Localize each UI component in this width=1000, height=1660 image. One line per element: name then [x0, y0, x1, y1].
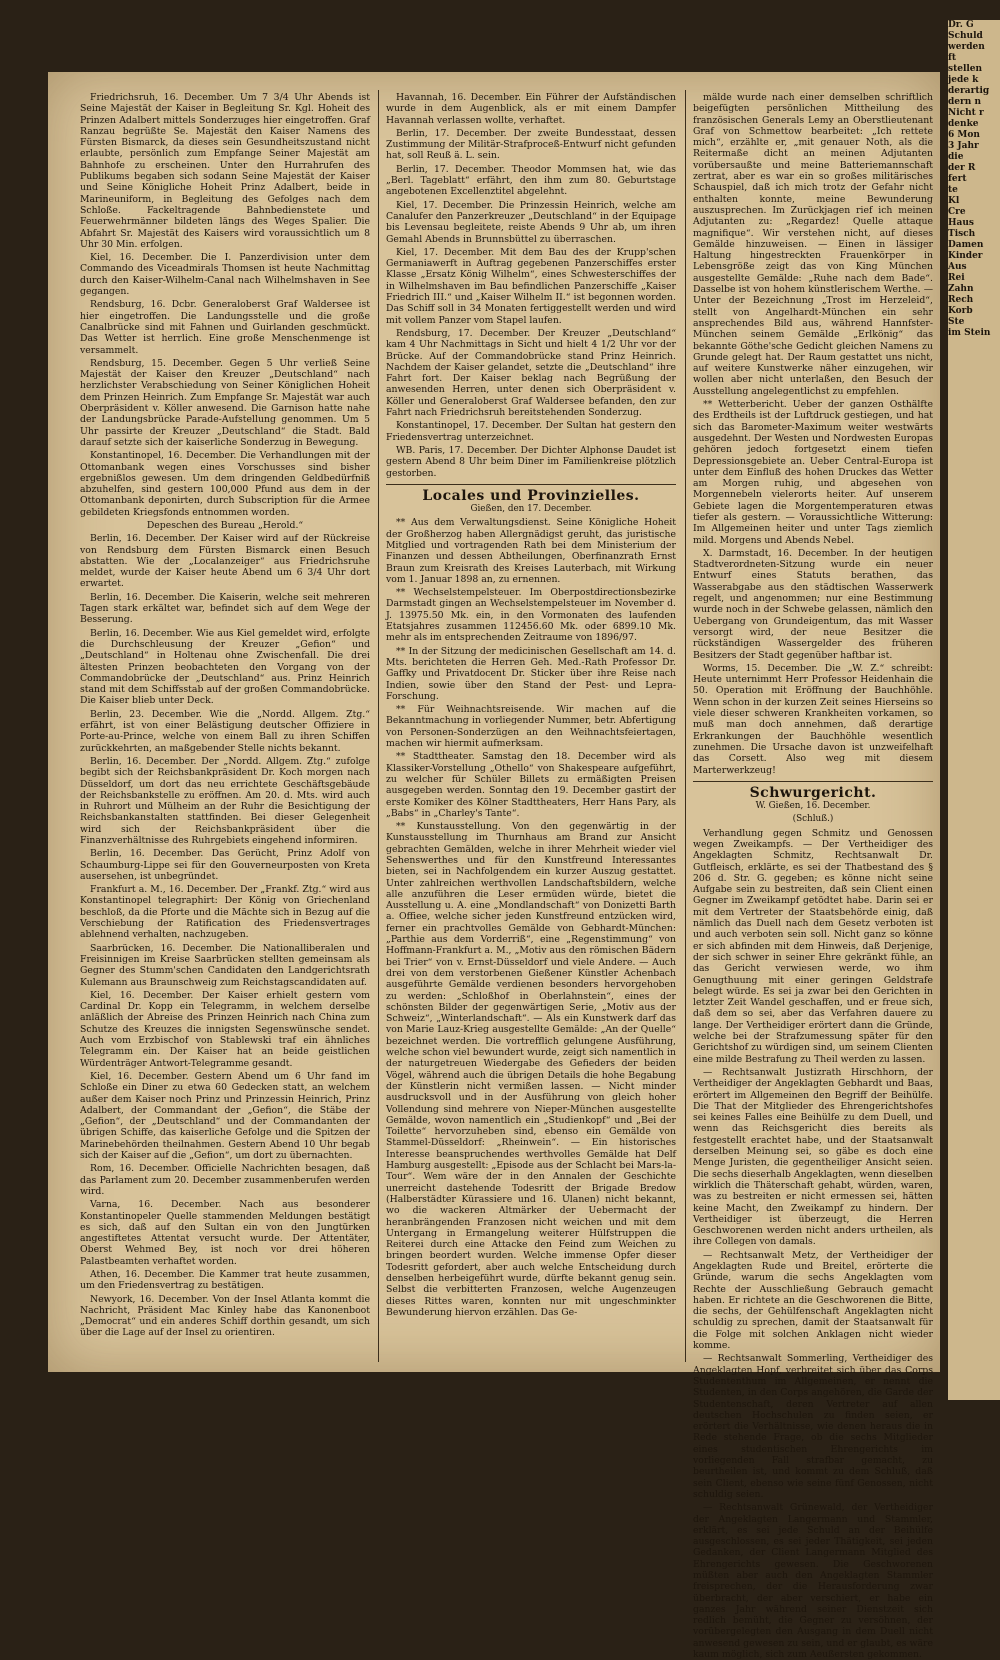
- column-3-body: [693, 92, 933, 776]
- neighbor-fragment-line: Tisch: [948, 229, 976, 239]
- local-item: ** Kunstausstellung. Von den gegenwärtig in der Kunstausstellung im Thurnhaus am Brand zur Ansicht gebrachten Gemälden, welche in ihrer Mehrheit wieder viel Sehenswerthes und für den Kunstfreund Interessantes bieten, sei in Nachfolgendem ein kurzer Auszug gestattet. Unter zahlreichen werthvollen Landschaftsbildern, welche alle anzuführen die Leser ermüden würde, bietet die Ausstellung u. A. eine „Mondlandschaft“ von Donizetti Barth a. Offiee, welche sicher jeden Kunstfreund entzücken wird, ferner ein prachtvolles Gemälde von Gebhardt-München: „Parthie aus dem Vorderriß“, eine „Regenstimmung“ von Hoffmann-Frankfurt a. M., „Motiv aus den römischen Bädern bei Trier“ von v. Ernst-Düsseldorf und viele Andere. — Auch drei von dem verstorbenen Gießener Künstler Achenbach ausgeführte Gemälde verdienen besonders hervorgehoben zu werden: „Schloßhof in Oberlahnstein“, eines der schönsten Bilder der gegenwärtigen Serie, „Motiv aus der Schweiz“, „Winterlandschaft“. — Als ein Kunstwerk darf das von Marie Lauz-Krieg ausgestellte Gemälde: „An der Quelle“ bezeichnet werden. Die vortrefflich gelungene Ausführung, welche schon viel bewundert wurde, zeigt sich namentlich in der naturgetreuen Wiedergabe des Gefieders der beiden Vögel, während auch die übrigen Details die hohe Begabung der Künstlerin nicht vermißen lassen. — Nicht minder ausdrucksvoll und in der Ausführung von gleich hoher Vollendung sind mehrere von Nieper-München ausgestellte Gemälde, wovon namentlich ein „Studienkopf“ und „Bei der Toilette“ hervorzuheben sind, ebenso ein Gemälde von Stammel-Düsseldorf: „Rheinwein“. — Ein historisches Interesse beanspruchendes werthvolles Gemälde hat Delf Hamburg ausgestellt: „Episode aus der Schlacht bei Mars-la-Tour“. Wem wäre der in den Annalen der Geschichte unerreicht dastehende Todesritt der Brigade Bredow (Halberstädter Kürassiere und 16. Ulanen) nicht bekannt, wo die wackeren Altmärker der Uebermacht der heranbrängenden Franzosen nicht weichen und mit dem Untergang in Ermangelung weiterer Hülfstruppen die Reiterei durch eine Attacke den Feind zum Weichen zu bringen beordert wurden. Welche immense Opfer dieser Todesritt gefordert, aber auch welche Entscheidung durch denselben herbeigeführt wurde, dürfte bekannt genug sein. Selbst die verbitterten Franzosen, welche Augenzeugen dieses Rittes waren, konnten nur mit ungeschminkter Bewunderung hiervon erzählen. Das Ge-: [386, 821, 676, 1318]
- jury-dateline: W. Gießen, 16. December.: [755, 801, 871, 812]
- jury-item: — Rechtsanwalt Grünewald, der Vertheidiger der Angeklagten Langermann und Stammler, erklärt, es sei jede Schuld an der Beihülfe ausgeschlossen, es sei jeder Thätigkeit, sei jeden Gedanken, der Client Langermann Mitglied des Ehrengerichts gewesen. Die Geschworenen müßten aber auch den Angeklagten Stammler freisprechen, der die Herausforderung zwar überbracht, der aber verschiert, er habe ein ganzes Jahr während seiner Dienstzeit sich redlich bemüht, die Gegner zu versöhnen, der vorübergelegten den Ausgang in dem Duell nicht anwesend gewesen zu sein, und er glaubt, es wäre kaum möglich, sich zum Aeußersten gekommen.: [693, 1502, 933, 1660]
- news-item: Rendsburg, 16. Dcbr. Generaloberst Graf Waldersee ist hier eingetroffen. Die Landungsstelle und die große Canalbrücke sind mit Fahnen und Guirlanden geschmückt. Das Wetter ist herrlich. Eine große Menschenmenge ist versammelt.: [80, 299, 370, 356]
- neighbor-fragment-line: ft: [948, 53, 957, 63]
- jury-note: (Schluß.): [792, 814, 834, 825]
- news-item: Berlin, 16. December. Wie aus Kiel gemeldet wird, erfolgte die Durchschleusung der Kreuzer „Gefion“ und „Deutschland“ in Holtenau ohne Zwischenfall. Die drei ältesten Prinzen beobachteten den Vorgang von der Commandobrücke der „Deutschland“ aus. Prinz Heinrich stand mit dem Schiffsstab auf der großen Commandobrücke. Die Kaiser blieb unter Deck.: [80, 627, 370, 707]
- neighbor-fragment-line: werden: [948, 42, 985, 52]
- neighbor-fragment-line: Nicht r: [948, 108, 984, 118]
- local-item: ** Stadttheater. Samstag den 18. December wird als Klassiker-Vorstellung „Othello“ von Shakespeare aufgeführt, zu welcher für Schüler Billets zu ermäßigten Preisen ausgegeben werden. Sonntag den 19. December gastirt der erste Komiker des Kölner Stadttheaters, Herr Hans Pary, als „Babs“ in „Charley's Tante“.: [386, 751, 676, 819]
- neighbor-fragment-line: 6 Mon: [948, 130, 980, 140]
- separator: [386, 484, 676, 485]
- neighbor-fragment-line: Korb: [948, 306, 973, 316]
- news-item: ** Wetterbericht. Ueber der ganzen Osthälfte des Erdtheils ist der Luftdruck gestiegen, und hat sich das Barometer-Maximum weiter westwärts ausgedehnt. Der Westen und Nordwesten Europas gehören jedoch fortgesetzt einem tiefen Depressionsgebiete an. Ueber Central-Europa ist unter dem Einfluß des hohen Druckes das Wetter am Morgen ruhig, und abgesehen von Morgennebeln vielerorts heiter. Auf unserem Gebiete lagen die Morgentemperaturen etwas tiefer als gestern. — Voraussichtliche Witterung: Im Allgemeinen heiter und unter Tags ziemlich mild. Morgens und Abends Nebel.: [693, 399, 933, 546]
- news-item: X. Darmstadt, 16. December. In der heutigen Stadtverordneten-Sitzung wurde ein neuer Entwurf eines Statuts berathen, das Wasserabgabe aus den städtischen Wasserwerk regelt, und angenommen; nur eine Bestimmung wurde noch in der Schwebe gelassen, nämlich den Uebergang von Grundeigentum, das mit Wasser versorgt wird, der neue Besitzer die rückständigen Wassergelder des früheren Besitzers der Stadt gegenüber haftbar ist.: [693, 547, 933, 661]
- telegram-block: [386, 92, 676, 479]
- neighbor-fragment-line: die: [948, 152, 964, 162]
- news-item: Newyork, 16. December. Von der Insel Atlanta kommt die Nachricht, Präsident Mac Kinley habe das Kanonenboot „Democrat“ und ein anderes Schiff dorthin gesandt, um sich über die Lage auf der Insel zu orientiren.: [80, 1293, 370, 1339]
- news-item: Varna, 16. December. Nach aus besonderer Konstantinopeler Quelle stammenden Meldungen bestätigt es sich, daß auf den Sultan ein von den Jungtürken angestiftetes Attentat versucht wurde. Der Attentäter, Oberst Wehmed Bey, ist noch vor drei höheren Palastbeamten verhaftet worden.: [80, 1199, 370, 1267]
- news-item: Berlin, 16. December. Der Kaiser wird auf der Rückreise von Rendsburg dem Fürsten Bismarck einen Besuch abstatten. Wie der „Localanzeiger“ aus Friedrichsruhe meldet, wurde der Kaiser heute Abend um 6 3/4 Uhr dort erwartet.: [80, 533, 370, 590]
- neighbor-fragment-line: der R: [948, 163, 976, 173]
- neighbor-fragment-line: Haus: [948, 218, 974, 228]
- news-item: Frankfurt a. M., 16. December. Der „Frankf. Ztg.“ wird aus Konstantinopel telegraphirt: Der König von Griechenland beschloß, da die Pforte und die Mächte sich in Bezug auf die Verschiebung der Ratification des Friedensvertrages ablehnend verhalten, nachzugeben.: [80, 884, 370, 941]
- news-item: Berlin, 17. December. Theodor Mommsen hat, wie das „Berl. Tageblatt“ erfährt, den ihm zum 80. Geburtstage angebotenen Excellenztitel abgelehnt.: [386, 163, 676, 198]
- jury-item: Verhandlung gegen Schmitz und Genossen wegen Zweikampfs. — Der Vertheidiger des Angeklagten Schmitz, Rechtsanwalt Dr. Gutfleisch, erklärte, es sei der Thatbestand des § 206 d. Str. G. gegeben; es könne nicht seine Aufgabe sein zu bestreiten, daß sein Client einen Gegner im Zweikampf getödtet habe. Darin sei er mit dem Vertreter der Staatsbehörde einig, daß nämlich das Duell nach dem Gesetz verboten ist und auch verboten sein soll. Nicht ganz so könne er sich abfinden mit dem Hinweis, daß Derjenige, der sich schwer in seiner Ehre gekränkt fühle, an das Gericht verwiesen werde, wo ihm Genugthuung mit einer geringen Geldstrafe belegt würde. Es sei ja zwar bei den Gerichten in letzter Zeit Wandel geschaffen, und er freue sich, daß dem so sei, aber das Verfahren dauere zu lange. Der Vertheidiger erörtert dann die Gründe, welche bei der Strafzumessung später für den Gerichtshof zu würdigen sind, um seinem Clienten eine milde Bestrafung zu Theil werden zu lassen.: [693, 827, 933, 1065]
- news-item: Friedrichsruh, 16. December. Um 7 3/4 Uhr Abends ist Seine Majestät der Kaiser in Begleitung Sr. Kgl. Hoheit des Prinzen Adalbert mittels Sonderzuges hier eingetroffen. Graf Ranzau begrüßte Se. Majestät den Kaiser Namens des Fürsten Bismarck, da dieses sein Gesundheitszustand nicht erlaubte, persönlich zum Empfange Seiner Majestät am Bahnhofe zu erscheinen. Unter den Hurrahrufen des Publikums begaben sich sodann Seine Majestät der Kaiser und Seine Königliche Hoheit Prinz Adalbert, beide in Marineuniform, in Begleitung des Gefolges nach dem Schloße. Fackeltragende Bahnbedienstete und Feuerwehrmänner bildeten längs des Weges Spalier. Die Abfahrt Sr. Majestät des Kaisers wird voraussichtlich um 8 Uhr 30 Min. erfolgen.: [80, 92, 370, 250]
- news-item: Worms, 15. December. Die „W. Z.“ schreibt: Heute unternimmt Herr Professor Heidenhain die 50. Operation mit Eröffnung der Bauchhöhle. Wenn schon in der kurzen Zeit seines Hierseins so viele dieser schweren Krankheiten vorkamen, so muß man doch annehmen, daß derartige Erkrankungen der Bauchhöhle wesentlich zunehmen. Die Ursache davon ist unzweifelhaft das Corsett. Also weg mit diesem Marterwerkzeug!: [693, 662, 933, 776]
- adjacent-page-fragment: [948, 20, 1000, 1400]
- neighbor-fragment-line: Kinder: [948, 251, 983, 261]
- neighbor-fragment-line: denke: [948, 119, 979, 129]
- news-item: Berlin, 16. December. Der „Nordd. Allgem. Ztg.“ zufolge begibt sich der Reichsbankpräsident Dr. Koch morgen nach Düsseldorf, um dort das neu errichtete Geschäftsgebäude der Reichsbankstelle zu eröffnen. Am 20. d. Mts. wird auch in Ruhrort und Mülheim an der Ruhr die Besichtigung der Reichsbankanstalten stattfinden. Bei dieser Gelegenheit wird sich der Reichsbankpräsident über die Finanzverhältnisse des Ruhrgebiets eingehend informiren.: [80, 755, 370, 846]
- local-heading: Locales und Provinzielles.: [422, 487, 640, 504]
- news-item: Saarbrücken, 16. December. Die Nationalliberalen und Freisinnigen im Kreise Saarbrücken stellten gemeinsam als Gegner des Stumm'schen Candidaten den Landgerichtsrath Kulemann aus Braunschweig zum Reichstagscandidaten auf.: [80, 942, 370, 988]
- news-item: Konstantinopel, 16. December. Die Verhandlungen mit der Ottomanbank wegen eines Vorschusses sind bisher ergebnißlos gewesen. Um dem dringenden Geldbedürfniß abzuhelfen, sind gestern 100,000 Pfund aus dem in der Ottomanbank deponirten, durch Subscription für die Armee gebildeten Kriegsfonds entnommen worden.: [80, 450, 370, 518]
- jury-body: [693, 828, 933, 1660]
- column-rule: [378, 90, 379, 1362]
- column-rule: [685, 90, 686, 1362]
- local-item: ** Aus dem Verwaltungsdienst. Seine Königliche Hoheit der Großherzog haben Allergnädigst geruht, das juristische Mitglied und vortragenden Rath bei dem Ministerium der Finanzen und dessen Abtheilungen, Oberfinanzrath Ernst Braun zum Kreisrath des Kreises Lauterbach, mit Wirkung vom 1. Januar 1898 an, zu ernennen.: [386, 517, 676, 585]
- jury-item: — Rechtsanwalt Metz, der Vertheidiger der Angeklagten Rude und Breitel, erörterte die Gründe, warum die sechs Angeklagten vom Rechte der Ausschließung Gebrauch gemacht haben. Er richtete an die Geschworenen die Bitte, die sechs, der Gehülfenschaft Angeklagten nicht schuldig zu sprechen, damit der Staatsanwalt für die Folge mit solchen Anklagen nicht wieder komme.: [693, 1249, 933, 1352]
- local-news-body: [386, 517, 676, 1318]
- news-item: WB. Paris, 17. December. Der Dichter Alphonse Daudet ist gestern Abend 8 Uhr beim Diner im Familienkreise plötzlich gestorben.: [386, 444, 676, 479]
- column-1: [80, 92, 370, 1362]
- news-item: Rom, 16. December. Officielle Nachrichten besagen, daß das Parlament zum 20. December zusammenberufen werden wird.: [80, 1163, 370, 1197]
- local-item: ** In der Sitzung der medicinischen Gesellschaft am 14. d. Mts. berichteten die Herren Geh. Med.-Rath Professor Dr. Gaffky und Privatdocent Dr. Sticker über ihre Reise nach Indien, sowie über den Stand der Pest- und Lepra-Forschung.: [386, 645, 676, 702]
- neighbor-fragment-line: Cre: [948, 207, 966, 217]
- news-item: Kiel, 16. December. Gestern Abend um 6 Uhr fand im Schloße ein Diner zu etwa 60 Gedecken statt, an welchem außer dem Kaiser noch Prinz und Prinzessin Heinrich, Prinz Adalbert, der Commandant der „Gefion“, die Stäbe der „Gefion“, der „Deutschland“ und der Commandanten der übrigen Schiffe, das kaiserliche Gefolge und die Spitzen der Marinebehörden theilnahmen. Gestern Abend 10 Uhr begab sich der Kaiser auf die „Gefion“, um dort zu übernachten.: [80, 1070, 370, 1162]
- neighbor-fragment-line: Damen: [948, 240, 984, 250]
- news-item: Berlin, 23. December. Wie die „Nordd. Allgem. Ztg.“ erfährt, ist von einer Belästigung deutscher Offiziere in Porte-au-Prince, welche von einem Ball zu ihren Schiffen zurückkehrten, an maßgebender Stelle nichts bekannt.: [80, 708, 370, 754]
- local-item: ** Für Weihnachtsreisende. Wir machen auf die Bekanntmachung in vorliegender Nummer, betr. Abfertigung von Personen-Sonderzügen an den Weihnachtsfeiertagen, machen wir hiermit aufmerksam.: [386, 704, 676, 750]
- news-item: Rendsburg, 17. December. Der Kreuzer „Deutschland“ kam 4 Uhr Nachmittags in Sicht und hielt 4 1/2 Uhr vor der Brücke. Auf der Commandobrücke stand Prinz Heinrich. Nachdem der Kaiser gelandet, setzte die „Deutschland“ ihre Fahrt fort. Der Kaiser beklag nach Begrüßung der anwesenden Herren, unter denen sich Oberpräsident v. Köller und Generaloberst Graf Waldersee befanden, den zur Fahrt nach Friedrichsruh bereitstehenden Sonderzug.: [386, 327, 676, 419]
- jury-heading: Schwurgericht.: [749, 784, 877, 801]
- news-item: Kiel, 16. December. Der Kaiser erhielt gestern vom Cardinal Dr. Kopp ein Telegramm, in welchem derselbe anläßlich der Abreise des Prinzen Heinrich nach China zum Schutze des Kreuzes die innigsten Segenswünsche sendet. Auch vom Erzbischof von Stablewski traf ein ähnliches Telegramm ein. Der Kaiser hat an beide geistlichen Würdenträger Antwort-Telegramme gesandt.: [80, 989, 370, 1069]
- news-item: Athen, 16. December. Die Kammer trat heute zusammen, um den Friedensvertrag zu bestätigen.: [80, 1268, 370, 1292]
- neighbor-fragment-line: dern n: [948, 97, 981, 107]
- news-item: Konstantinopel, 17. December. Der Sultan hat gestern den Friedensvertrag unterzeichnet.: [386, 420, 676, 443]
- column-2: [386, 92, 676, 1362]
- neighbor-fragment-line: Dr. G: [948, 20, 974, 30]
- neighbor-fragment-line: Rech: [948, 295, 974, 305]
- news-item: Depeschen des Bureau „Herold.“: [146, 519, 304, 531]
- neighbor-fragment-line: fert: [948, 174, 967, 184]
- neighbor-fragment-line: 3 Jahr: [948, 141, 979, 151]
- news-item: mälde wurde nach einer demselben schriftlich beigefügten persönlichen Mittheilung des französischen Generals Lemy an Oberstlieutenant Graf von Schmettow bearbeitet: „Ich rettete mich“, erzählte er, „mit genauer Noth, als die Reitermaße dicht an meinen Adjutanten vorübersaußte und meine Batteriemannschaft zertrat, aber es war ein so großes militärisches Schauspiel, daß ich mich trotz der Gefahr nicht enthalten konnte, meine Bewunderung auszusprechen. Im Zurückjagen rief ich meinen Adjutanten zu: „Regardez! Quelle attaque magnifique“. Wir verstehen nicht, auf dieses Gemälde hinzuweisen. — Einen in lässiger Haltung hingestreckten Frauenkörper in Lebensgröße zeigt das von King München ausgestellte Gemälde: „Ruhe nach dem Bade“. Dasselbe ist von hohem künstlerischem Werthe. — Unter der Bezeichnung „Trost im Herzeleid“, stellt von Angelhardt-München ein sehr ansprechendes Bild aus, während Hannfster-München seinem Gemälde „Erlkönig“ das bekannte Göthe'sche Gedicht gleichen Namens zu Grunde gelegt hat. Der Raum gestattet uns nicht, auf weitere Kunstwerke näher einzugehen, wir wollen aber nicht unterlaßen, den Besuch der Ausstellung angelegentlichst zu empfehlen.: [693, 92, 933, 397]
- neighbor-fragment-line: te: [948, 185, 958, 195]
- news-item: Kiel, 17. December. Die Prinzessin Heinrich, welche am Canalufer den Panzerkreuzer „Deutschland“ in der Equipage bis Levensau begleitete, reiste Abends 9 Uhr ab, um ihren Gemahl Abends in Brunnsbüttel zu überraschen.: [386, 199, 676, 245]
- neighbor-fragment-line: Aus: [948, 262, 967, 272]
- neighbor-fragment-line: derartig: [948, 86, 990, 96]
- newspaper-page: [48, 72, 940, 1660]
- news-item: Berlin, 17. December. Der zweite Bundesstaat, dessen Zustimmung der Militär-Strafproceß-Entwurf nicht gefunden hat, soll Reuß ä. L. sein.: [386, 127, 676, 162]
- news-item: Havannah, 16. December. Ein Führer der Aufständischen wurde in dem Augenblick, als er mit einem Dampfer Havannah verlassen wollte, verhaftet.: [386, 92, 676, 126]
- local-item: ** Wechselstempelsteuer. Im Oberpostdirectionsbezirke Darmstadt gingen an Wechselstempelsteuer im November d. J. 13975.50 Mk. ein, in den Vormonaten des laufenden Etatsjahres zusammen 112456.60 Mk. oder 6899.10 Mk. mehr als im entsprechenden Zeitraume von 1896/97.: [386, 587, 676, 644]
- neighbor-fragment-line: Rei: [948, 273, 965, 283]
- separator: [693, 781, 933, 782]
- column-3: [693, 92, 933, 1660]
- neighbor-fragment-line: stellen: [948, 64, 983, 74]
- neighbor-fragment-line: jede k: [948, 75, 979, 85]
- jury-item: — Rechtsanwalt Justizrath Hirschhorn, der Vertheidiger der Angeklagten Gebhardt und Baas, erörtert im Allgemeinen den Begriff der Beihülfe. Die That der Mitglieder des Ehrengerichtshofes sei keines Falles eine Beihülfe zu dem Duell, und wenn das Reichsgericht dies bereits als festgestellt erachtet habe, und der Staatsanwalt derselben Meinung sei, so gäbe es doch eine Menge Juristen, die gegentheiliger Ansicht seien. Die sechs dieserhalb Angeklagten, wenn dieselben wirklich die Thäterschaft gehabt, würden, waren, was zu bestreiten er nicht ermessen sei, hätten keine Macht, den Zweikampf zu hindern. Der Vertheidiger ist überzeugt, die Herren Geschworenen werden nicht anders urtheilen, als ihre Collegen von damals.: [693, 1066, 933, 1248]
- neighbor-fragment-line: Zahn: [948, 284, 974, 294]
- news-item: Kiel, 17. December. Mit dem Bau des der Krupp'schen Germaniawerft in Auftrag gegebenen Panzerschiffes erster Klasse „Ersatz König Wilhelm“, eines Schwesterschiffes der in Wilhelmshaven im Bau befindlichen Panzerschiffe „Kaiser Friedrich III.“ und „Kaiser Wilhelm II.“ ist begonnen worden. Das Schiff soll in 34 Monaten fertiggestellt werden und wird mit vollem Panzer vom Stapel laufen.: [386, 246, 676, 326]
- neighbor-fragment-line: Kl: [948, 196, 960, 206]
- news-item: Berlin, 16. December. Die Kaiserin, welche seit mehreren Tagen stark erkältet war, befindet sich auf dem Wege der Besserung.: [80, 591, 370, 626]
- neighbor-fragment-line: Ste: [948, 317, 965, 327]
- news-item: Rendsburg, 15. December. Gegen 5 Uhr verließ Seine Majestät der Kaiser den Kreuzer „Deutschland“ nach herzlichster Verabschiedung von Seiner Königlichen Hoheit dem Prinzen Heinrich. Zum Empfange Sr. Majestät war auch Oberpräsident v. Köller anwesend. Die Garnison hatte nahe der Landungsbrücke Parade-Aufstellung genommen. Um 5 Uhr passirte der Kreuzer „Deutschland“ die Stadt. Bald darauf setzte sich der kaiserliche Sonderzug in Bewegung.: [80, 357, 370, 448]
- news-item: Berlin, 16. December. Das Gerücht, Prinz Adolf von Schaumburg-Lippe sei für den Gouverneurposten von Kreta ausersehen, ist unbegründet.: [80, 848, 370, 882]
- neighbor-fragment-line: im Stein: [948, 328, 991, 338]
- neighbor-fragment-line: Schuld: [948, 31, 983, 41]
- news-item: Kiel, 16. December. Die I. Panzerdivision unter dem Commando des Viceadmirals Thomsen ist heute Nachmittag durch den Kaiser-Wilhelm-Canal nach Wilhelmshaven in See gegangen.: [80, 252, 370, 298]
- jury-item: — Rechtsanwalt Sommerling, Vertheidiger des Angeklagten Hopf, verbreitet sich über das Corps Studententhum im Allgemeinen, er nennt die Studenten, in den Corps angehören, die Garde der Studentenschaft, deren Vertreter auf allen deutschen Hochschulen zu finden seien, er erörtert die Verhältnisse, wie denen heraus die in Rede stehende Frage, ob die sechs Mitglieder eines studentischen Ehrengerichts im vorliegenden Fall strafbar gemacht, zu beurtheilen ist, und kommt zu dem Schluß, daß sein Client, ebenso wie seine fünf Genossen, nicht schuldig seien.: [693, 1353, 933, 1500]
- local-dateline: Gießen, den 17. December.: [470, 504, 592, 515]
